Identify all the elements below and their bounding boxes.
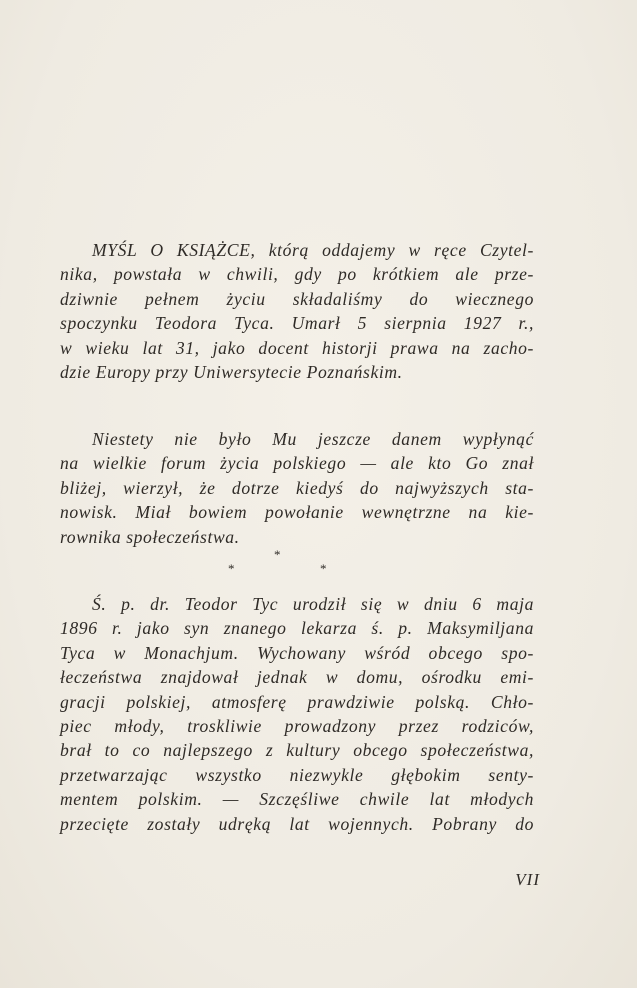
text-line: rownika społeczeństwa. [60,526,240,547]
text-line: nika, powstała w chwili, gdy po krótkiem ale prze- [60,264,534,285]
text-line: dziwnie pełnem życiu składaliśmy do wiecznego [60,288,534,309]
text-line: spoczynku Teodora Tyca. Umarł 5 sierpnia 1927 r., [60,313,534,334]
paragraph-intro [60,238,534,384]
text-line: Tyca w Monachjum. Wychowany wśród obcego spo- [60,642,534,663]
text-line: gracji polskiej, atmosferę prawdziwie polską. Chło- [60,691,534,712]
text-line: MYŚL O KSIĄŻCE, którą oddajemy w ręce Czytel- [92,240,534,260]
text-line: bliżej, wierzył, że dotrze kiedyś do najwyższych sta- [60,477,534,498]
text-line: Niestety nie było Mu jeszcze danem wypłynąć [92,429,534,449]
asterisk-top: * [274,547,281,562]
text-line: w wieku lat 31, jako docent historji prawa na zacho- [60,337,534,358]
paragraph-second [60,427,534,549]
asterism-separator [0,548,637,578]
text-line: łeczeństwa znajdował jednak w domu, ośrodku emi- [60,667,534,688]
text-line: na wielkie forum życia polskiego — ale kto Go znał [60,453,534,474]
text-line: brał to co najlepszego z kultury obcego społeczeństwa, [60,740,534,761]
asterisk-right: * [320,561,327,576]
paragraph-biography [60,592,534,836]
text-line: przecięte zostały udręką lat wojennych. Pobrany do [60,813,534,834]
text-line: mentem polskim. — Szczęśliwe chwile lat młodych [60,789,534,810]
text-line: nowisk. Miał bowiem powołanie wewnętrzne na kie- [60,502,534,523]
text-line: dzie Europy przy Uniwersytecie Poznańskim. [60,361,403,382]
text-line: Ś. p. dr. Teodor Tyc urodził się w dniu 6 maja [92,594,534,614]
text-line: 1896 r. jako syn znanego lekarza ś. p. Maksymiljana [60,618,534,639]
text-line: przetwarzając wszystko niezwykle głębokim senty- [60,764,534,785]
text-line: piec młody, troskliwie prowadzony przez rodziców, [60,715,534,736]
page-number: VII [515,870,540,889]
asterisk-left: * [228,561,235,576]
